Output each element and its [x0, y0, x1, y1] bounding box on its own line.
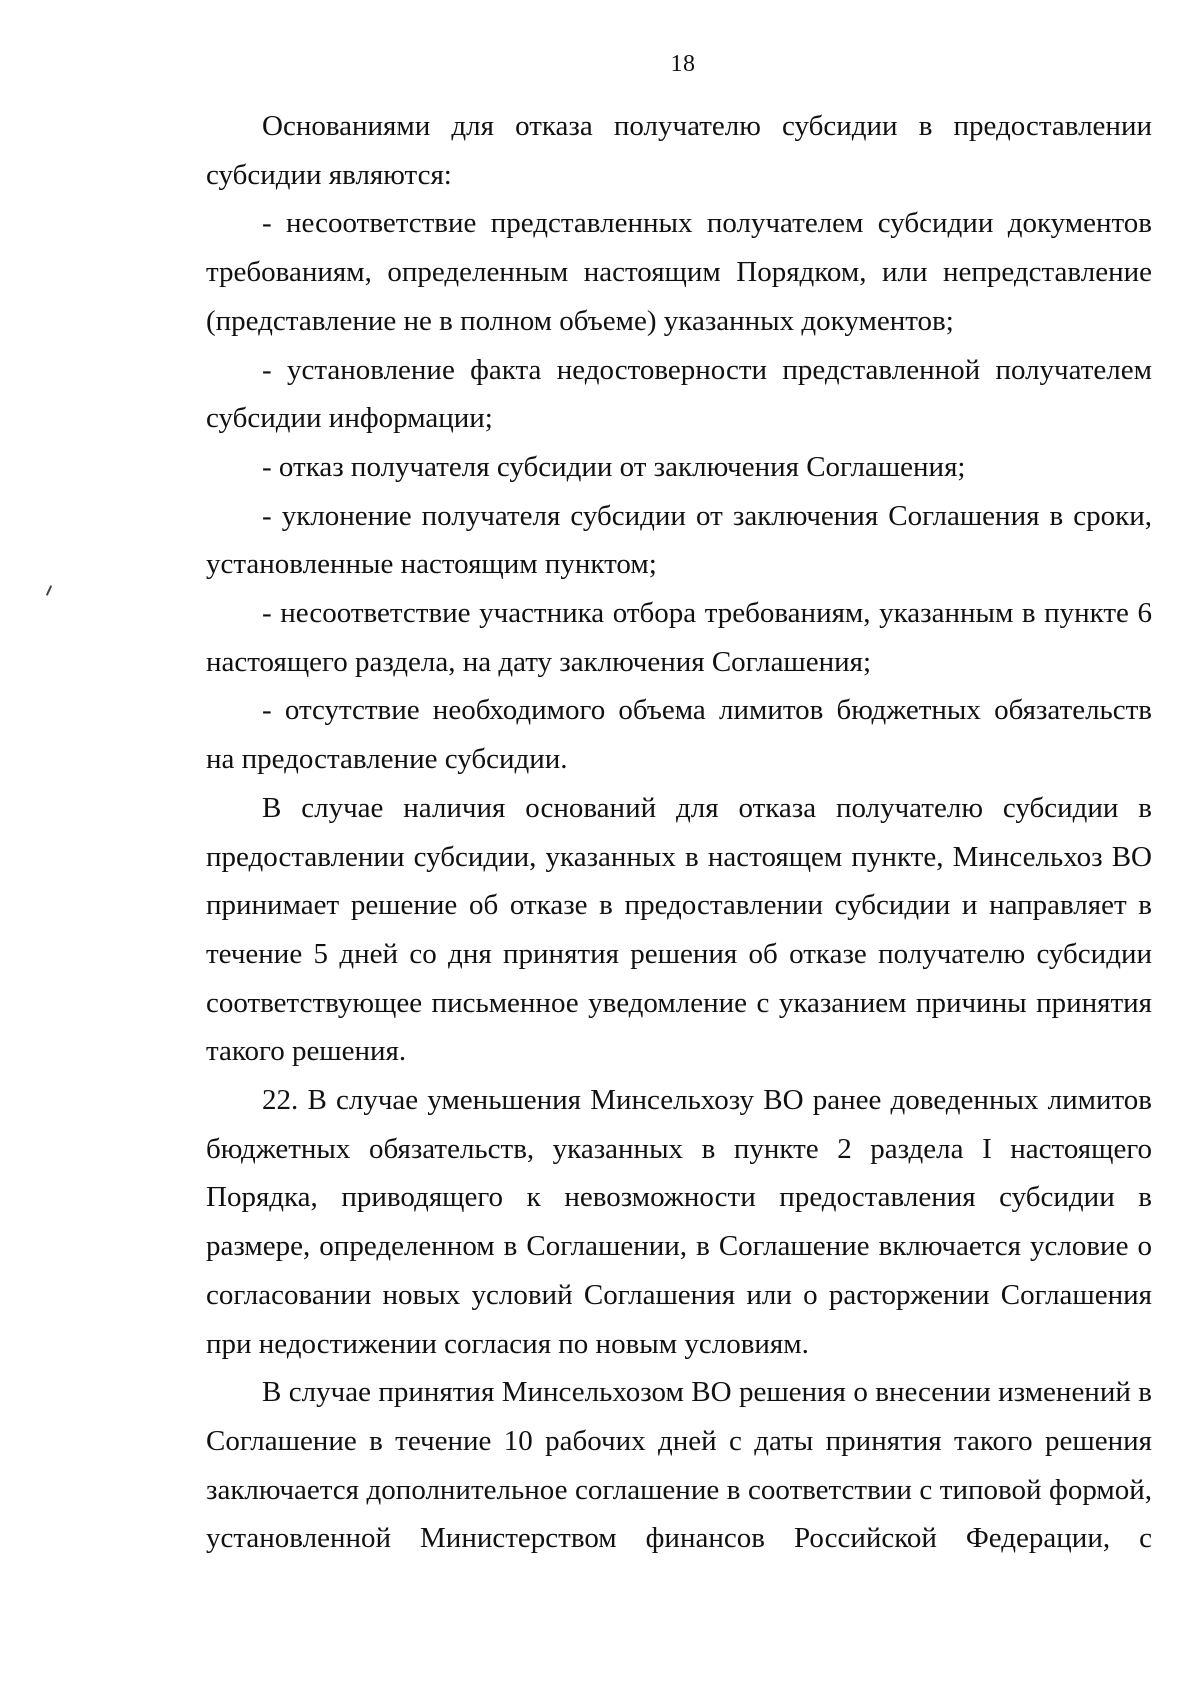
paragraph-agreement-evasion: - уклонение получателя субсидии от заключения Соглашения в сроки, установленные настоящим пунктом; [206, 499, 1152, 581]
paragraph-documents-mismatch: - несоответствие представленных получателем субсидии документов требованиям, определенным настоящим Порядком, или непредставление (представление не в полном объеме) указанных документов; [206, 207, 1152, 337]
paragraph-amendment-agreement: В случае принятия Минсельхозом ВО решения о внесении изменений в Соглашение в течение 10 рабочих дней с даты принятия такого решения заключается дополнительное соглашение в соответствии с типовой формой, установленной Министерством финансов Российской Федерации, с [206, 1376, 1152, 1555]
paragraph-false-information: - установление факта недостоверности представленной получателем субсидии информации; [206, 353, 1152, 435]
document-body [206, 102, 1152, 1563]
paragraph-budget-limits-absence: - отсутствие необходимого объема лимитов бюджетных обязательств на предоставление субсидии. [206, 694, 1152, 776]
scan-mark [46, 585, 52, 596]
paragraph-22-limits-reduction: 22. В случае уменьшения Минсельхозу ВО ранее доведенных лимитов бюджетных обязательств, указанных в пункте 2 раздела I настоящего Порядка, приводящего к невозможности предоставления субсидии в размере, определенном в Соглашении, в Соглашение включается условие о согласовании новых условий Соглашения или о расторжении Соглашения при недостижении согласия по новым условиям. [206, 1084, 1152, 1360]
paragraph-participant-mismatch: - несоответствие участника отбора требованиям, указанным в пункте 6 настоящего раздела, на дату заключения Соглашения; [206, 597, 1152, 678]
paragraph-agreement-refusal: - отказ получателя субсидии от заключения Соглашения; [262, 450, 966, 483]
paragraph-refusal-grounds-intro: Основаниями для отказа получателю субсидии в предоставлении субсидии являются: [206, 110, 1152, 191]
page-number: 18 [670, 51, 696, 77]
paragraph-refusal-decision: В случае наличия оснований для отказа получателю субсидии в предоставлении субсидии, указанных в настоящем пункте, Минсельхоз ВО принимает решение об отказе в предоставлении субсидии и направляет в течение 5 дней со дня принятия решения об отказе получателю субсидии соответствующее письменное уведомление с указанием причины принятия такого решения. [206, 791, 1152, 1068]
